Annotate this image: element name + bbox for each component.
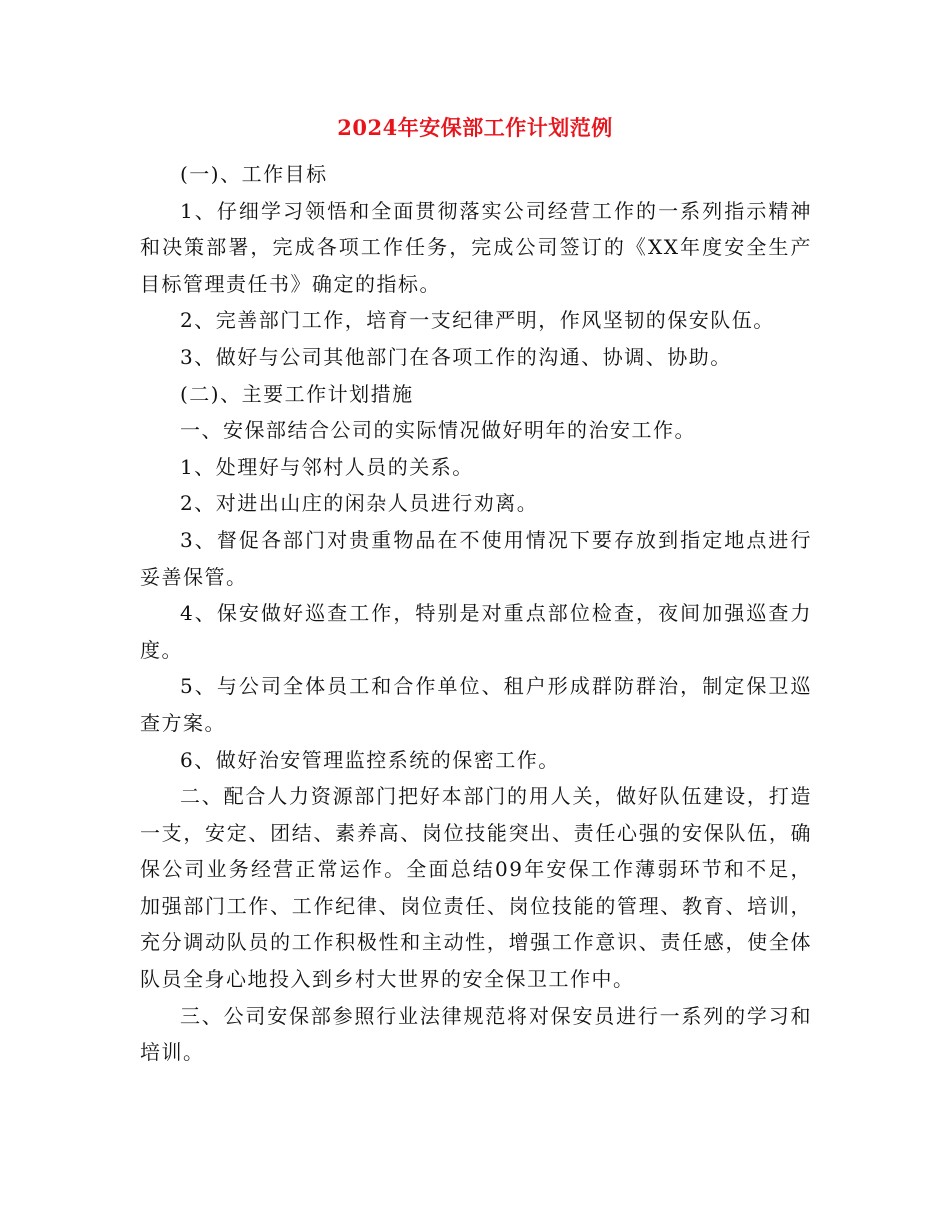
paragraph: 二、配合人力资源部门把好本部门的用人关，做好队伍建设，打造一支，安定、团结、素养高、岗位技能突出、责任心强的安保队伍，确保公司业务经营正常运作。全面总结09年安保工作薄弱环节和不足，加强部门工作、工作纪律、岗位责任、岗位技能的管理、教育、培训，充分调动队员的工作积极性和主动性，增强工作意识、责任感，使全体队员全身心地投入到乡村大世界的安全保卫工作中。: [140, 784, 812, 992]
paragraph: 3、督促各部门对贵重物品在不使用情况下要存放到指定地点进行妥善保管。: [140, 527, 812, 589]
document-body: [140, 156, 812, 1071]
paragraph: 1、处理好与邻村人员的关系。: [180, 454, 474, 479]
paragraph: 1、仔细学习领悟和全面贯彻落实公司经营工作的一系列指示精神和决策部署，完成各项工作任务，完成公司签订的《XX年度安全生产目标管理责任书》确定的指标。: [140, 198, 812, 296]
paragraph: 6、做好治安管理监控系统的保密工作。: [180, 747, 560, 772]
paragraph: 三、公司安保部参照行业法律规范将对保安员进行一系列的学习和培训。: [140, 1003, 812, 1065]
paragraph: 2、完善部门工作，培育一支纪律严明，作风坚韧的保安队伍。: [180, 308, 775, 333]
paragraph-goals-heading: (一)、工作目标: [180, 162, 328, 186]
paragraph: 4、保安做好巡查工作，特别是对重点部位检查，夜间加强巡查力度。: [140, 601, 812, 662]
paragraph-measures-heading: (二)、主要工作计划措施: [180, 381, 414, 406]
document-title: 2024年安保部工作计划范例: [337, 115, 613, 140]
paragraph: 5、与公司全体员工和合作单位、租户形成群防群治，制定保卫巡查方案。: [140, 674, 812, 735]
paragraph: 3、做好与公司其他部门在各项工作的沟通、协调、协助。: [180, 344, 732, 369]
paragraph: 一、安保部结合公司的实际情况做好明年的治安工作。: [180, 418, 696, 443]
paragraph: 2、对进出山庄的闲杂人员进行劝离。: [180, 491, 539, 516]
